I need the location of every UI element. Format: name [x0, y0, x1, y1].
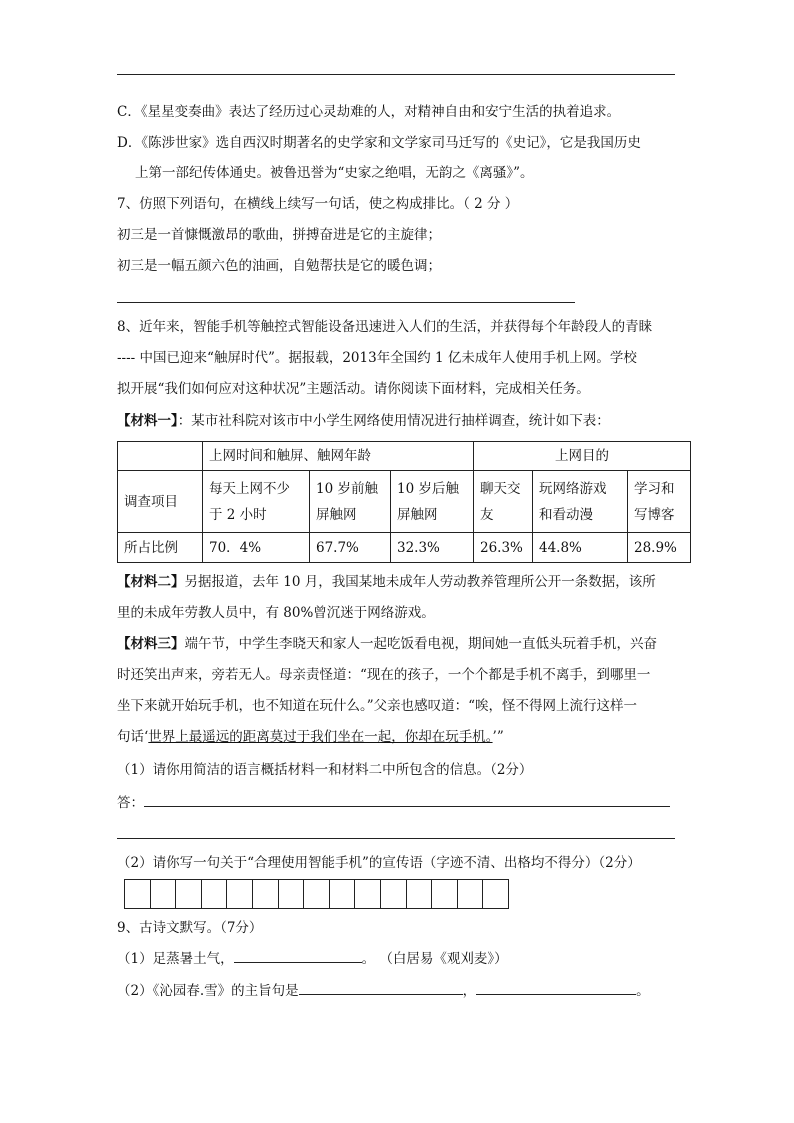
- grid-cell[interactable]: [431, 879, 458, 909]
- answer-blank-3[interactable]: [434, 792, 670, 807]
- quote-underlined: 世界上最遥远的距离莫过于我们坐在一起，你却在玩手机。: [148, 729, 493, 745]
- grid-cell[interactable]: [150, 879, 177, 909]
- table-value-cell: 32.3%: [391, 533, 474, 563]
- table-item-cell: 每天上网不少 于 2 小时: [203, 471, 310, 533]
- q9-item1: （1）足蒸暑土气， 。 （白居易《观刈麦》）: [117, 948, 508, 969]
- q9-prompt: 9、古诗文默写。（7分）: [117, 920, 263, 936]
- table-item-cell: 学习和 写博客: [628, 471, 691, 533]
- table-header-purpose: 上网目的: [474, 442, 691, 471]
- grid-cell[interactable]: [175, 879, 202, 909]
- grid-cell[interactable]: [278, 879, 305, 909]
- survey-table: [117, 441, 691, 563]
- material-2-line2: 里的未成年劳教人员中，有 80%曾沉迷于网络游戏。: [117, 605, 435, 621]
- q9-item2: （2）《沁园春.雪》的主旨句是 ， 。: [117, 980, 650, 1001]
- material-1-label: 【材料一】: [117, 413, 178, 429]
- table-value-cell: 26.3%: [474, 533, 533, 563]
- q8-sub2: （2）请你写一句关于“合理使用智能手机”的宣传语（字迹不清、出格均不得分）（2分）: [117, 855, 641, 871]
- option-d-line2: 上第一部纪传体通史。被鲁迅誉为“史家之绝唱，无韵之《离骚》”。: [135, 165, 534, 181]
- grid-cell[interactable]: [124, 879, 151, 909]
- material-1-text: ：某市社科院对该市中小学生网络使用情况进行抽样调查，统计如下表：: [177, 413, 610, 429]
- slogan-grid[interactable]: [124, 879, 509, 909]
- q9-blank-1[interactable]: [234, 948, 362, 963]
- material-3-line4: 句话‘世界上最遥远的距离莫过于我们坐在一起，你却在玩手机。’”: [117, 729, 504, 745]
- q8-answer-row: [117, 792, 670, 813]
- grid-cell[interactable]: [457, 879, 484, 909]
- grid-cell[interactable]: [252, 879, 279, 909]
- table-item-cell: 10 岁前触 屏触网: [310, 471, 391, 533]
- table-value-cell: 44.8%: [533, 533, 628, 563]
- table-header-time: 上网时间和触屏、触网年龄: [203, 442, 474, 471]
- table-row-label-item: 调查项目: [118, 471, 203, 533]
- grid-cell[interactable]: [354, 879, 381, 909]
- table-corner: [118, 442, 203, 471]
- grid-cell[interactable]: [226, 879, 253, 909]
- q7-answer-line[interactable]: [117, 302, 575, 303]
- grid-cell[interactable]: [201, 879, 228, 909]
- material-3-line3: 坐下来就开始玩手机，也不知道在玩什么。”父亲也感叹道：“唉，怪不得网上流行这样一: [117, 698, 638, 714]
- grid-cell[interactable]: [482, 879, 509, 909]
- table-row-label-ratio: 所占比例: [118, 533, 203, 563]
- table-value-cell: 28.9%: [628, 533, 691, 563]
- q7-prompt: 7、仿照下列语句，在横线上续写一句话，使之构成排比。（ 2 分 ）: [117, 196, 519, 212]
- option-c: C．《星星变奏曲》表达了经历过心灵劫难的人，对精神自由和安宁生活的执着追求。: [117, 104, 621, 120]
- answer-blank-1[interactable]: [144, 792, 320, 807]
- q7-line1: 初三是一首慷慨激昂的歌曲，拼搏奋进是它的主旋律；: [117, 227, 441, 243]
- grid-cell[interactable]: [380, 879, 407, 909]
- grid-cell[interactable]: [406, 879, 433, 909]
- table-item-cell: 聊天交 友: [474, 471, 533, 533]
- table-item-cell: 10 岁后触 屏触网: [391, 471, 474, 533]
- top-rule: [117, 74, 675, 75]
- material-2-label: 【材料二】: [117, 574, 185, 590]
- q8-intro-line2: ---- 中国已迎来“触屏时代”。据报载，2013年全国约 1 亿未成年人使用手机上网。学校: [117, 350, 637, 366]
- material-3-line1: 【材料三】端午节，中学生李晓天和家人一起吃饭看电视，期间她一直低头玩着手机，兴奋: [117, 636, 657, 652]
- grid-cell[interactable]: [303, 879, 330, 909]
- material-2-line1: 【材料二】另据报道，去年 10 月，我国某地未成年人劳动教养管理所公开一条数据，该所: [117, 574, 656, 590]
- table-item-cell: 玩网络游戏 和看动漫: [533, 471, 628, 533]
- grid-cell[interactable]: [329, 879, 356, 909]
- answer-label: 答：: [117, 795, 144, 811]
- answer-blank-2[interactable]: [320, 792, 434, 807]
- answer-line-2[interactable]: [117, 838, 675, 839]
- q8-intro-line3: 拟开展“我们如何应对这种状况”主题活动。请你阅读下面材料，完成相关任务。: [117, 381, 590, 397]
- q8-intro-line1: 8、近年来，智能手机等触控式智能设备迅速进入人们的生活，并获得每个年龄段人的青睐: [117, 319, 653, 335]
- material-3-label: 【材料三】: [117, 636, 185, 652]
- q9-blank-2[interactable]: [299, 980, 463, 995]
- table-value-cell: 67.7%: [310, 533, 391, 563]
- q8-sub1: （1）请你用简洁的语言概括材料一和材料二中所包含的信息。（2分）: [117, 762, 533, 778]
- material-3-line2: 时还笑出声来，旁若无人。母亲责怪道：“现在的孩子，一个个都是手机不离手，到哪里一: [117, 667, 651, 683]
- material-1: [117, 411, 610, 431]
- option-d-line1: D．《陈涉世家》选自西汉时期著名的史学家和文学家司马迁写的《史记》，它是我国历史: [117, 135, 641, 151]
- q9-blank-3[interactable]: [476, 980, 636, 995]
- q7-line2: 初三是一幅五颜六色的油画，自勉帮扶是它的暖色调；: [117, 258, 441, 274]
- table-value-cell: 70．4%: [203, 533, 310, 563]
